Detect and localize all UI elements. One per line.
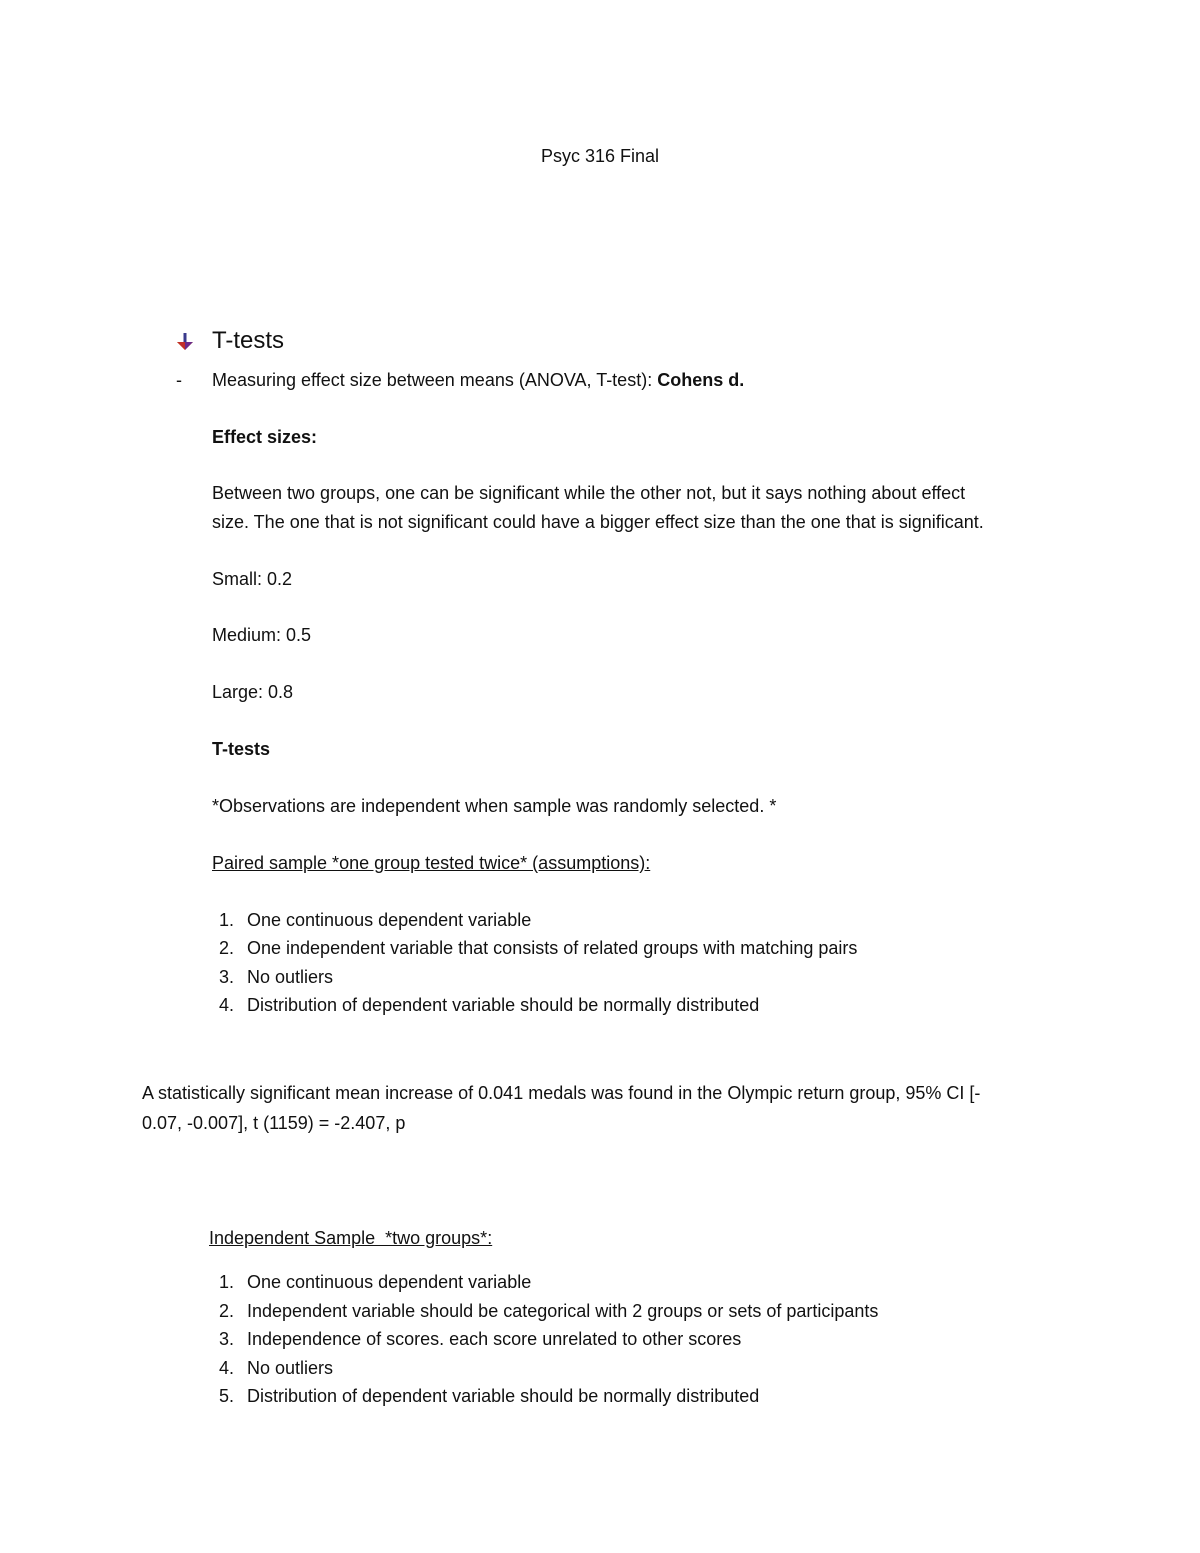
- list-number: 1.: [218, 910, 234, 930]
- measuring-line: [212, 369, 744, 391]
- list-number: 5.: [218, 1386, 234, 1406]
- document-title: Psyc 316 Final: [540, 146, 660, 166]
- cohens-d: Cohens d.: [657, 370, 745, 390]
- result-line-1: A statistically significant mean increase of 0.041 medals was found in the Olympic return group, 95% CI [-: [142, 1083, 981, 1103]
- dash-bullet: -: [176, 370, 182, 390]
- list-number: 4.: [218, 1358, 234, 1378]
- size-small: Small: 0.2: [212, 569, 293, 589]
- independent-item-1: One continuous dependent variable: [247, 1272, 532, 1292]
- arrow-down-bullet-icon: [175, 332, 195, 352]
- list-number: 2.: [218, 1301, 234, 1321]
- size-large: Large: 0.8: [212, 682, 294, 702]
- effect-para-line-2: size. The one that is not significant could have a bigger effect size than the one that is significant.: [212, 512, 984, 532]
- measuring-text: Measuring effect size between means (ANOVA, T-test):: [212, 370, 658, 390]
- ttests-heading: T-tests: [212, 739, 271, 759]
- effect-para-line-1: Between two groups, one can be significant while the other not, but it says nothing about effect: [212, 483, 966, 503]
- size-medium: Medium: 0.5: [212, 625, 312, 645]
- paired-heading: Paired sample *one group tested twice* (assumptions):: [212, 853, 651, 873]
- list-number: 3.: [218, 1329, 234, 1349]
- independent-item-5: Distribution of dependent variable should be normally distributed: [247, 1386, 760, 1406]
- result-line-2: 0.07, -0.007], t (1159) = -2.407, p: [142, 1113, 406, 1133]
- effect-sizes-heading: Effect sizes:: [212, 427, 318, 447]
- independent-heading: Independent Sample *two groups*:: [209, 1228, 493, 1248]
- paired-item-2: One independent variable that consists of related groups with matching pairs: [247, 938, 858, 958]
- independent-item-3: Independence of scores. each score unrelated to other scores: [247, 1329, 742, 1349]
- list-number: 3.: [218, 967, 234, 987]
- paired-item-4: Distribution of dependent variable should be normally distributed: [247, 995, 760, 1015]
- independent-item-2: Independent variable should be categorical with 2 groups or sets of participants: [247, 1301, 879, 1321]
- list-number: 1.: [218, 1272, 234, 1292]
- paired-item-3: No outliers: [247, 967, 334, 987]
- paired-item-1: One continuous dependent variable: [247, 910, 532, 930]
- list-number: 4.: [218, 995, 234, 1015]
- independent-item-4: No outliers: [247, 1358, 334, 1378]
- list-number: 2.: [218, 938, 234, 958]
- section-heading: T-tests: [212, 327, 285, 354]
- observations-note: *Observations are independent when sample was randomly selected. *: [212, 796, 777, 816]
